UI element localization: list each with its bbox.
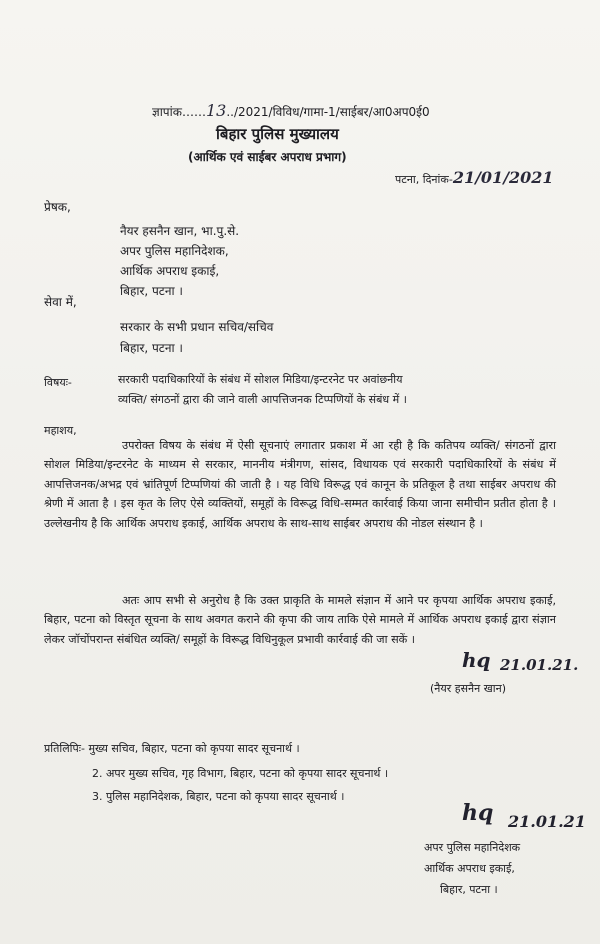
- sender-label: प्रेषक,: [44, 200, 71, 214]
- body-paragraph-2: [44, 591, 556, 649]
- ref-dots: ……: [181, 105, 206, 119]
- office-name: बिहार पुलिस मुख्यालय: [216, 125, 339, 143]
- sender-line-3: आर्थिक अपराध इकाई,: [120, 264, 220, 278]
- copy-item-3: 3. पुलिस महानिदेशक, बिहार, पटना को कृपया सादर सूचनार्थ ।: [92, 790, 345, 803]
- sender-line-2: अपर पुलिस महानिदेशक,: [120, 244, 229, 258]
- signature-2-date: 21.01.21: [508, 812, 586, 831]
- ref-suffix: ../2021/विविध/गामा-1/साईबर/आ0अप0ई0: [226, 105, 430, 119]
- ref-number-handwritten: 13: [205, 101, 227, 120]
- signatory-name: (नैयर हसनैन खान): [430, 682, 506, 695]
- body-paragraph-1-text: उपरोक्त विषय के संबंध में ऐसी सूचनाएं लगातार प्रकाश में आ रही है कि कतिपय व्यक्ति/ संगठनों द्वारा सोशल मिडिया/इन्टरनेट के माध्यम से सरकार, माननीय मंत्रीगण, सांसद, विधायक एवं सरकारी पदाधिकारियों के संबंध में आपत्तिजनक/अभद्र एवं भ्रांतिपूर्ण टिप्पणियां की जाती है । यह विधि विरूद्ध एवं कानून के प्रतिकूल है तथा साईबर अपराध की श्रेणी में आता है । इस कृत के लिए ऐसे व्यक्तियों, समूहों के विरूद्ध विधि-सम्मत कार्रवाई किया जाना समीचीन प्रतीत होता है । उल्लेखनीय है कि आर्थिक अपराध इकाई, आर्थिक अपराध के साथ-साथ साईबर अपराध की नोडल संस्थान है ।: [44, 439, 556, 530]
- copy-label: प्रतिलिपिः-: [44, 742, 85, 755]
- recipient-line-1: सरकार के सभी प्रधान सचिव/सचिव: [120, 320, 274, 334]
- signatory-2-line-3: बिहार, पटना ।: [440, 883, 498, 896]
- reference-number: [152, 101, 430, 120]
- copy-item-1: [44, 741, 300, 756]
- sender-line-4: बिहार, पटना ।: [120, 284, 183, 298]
- signatory-2-line-1: अपर पुलिस महानिदेशक: [424, 841, 521, 854]
- copy-item-1-text: मुख्य सचिव, बिहार, पटना को कृपया सादर सूचनार्थ ।: [88, 742, 300, 755]
- subject-line-2: व्यक्ति/ संगठनों द्वारा की जाने वाली आपत्तिजनक टिप्पणियों के संबंध में ।: [118, 393, 407, 406]
- salutation: महाशय,: [44, 424, 77, 437]
- place-date-label: पटना, दिनांक-: [395, 173, 453, 186]
- signature-1-date: 21.01.21.: [500, 656, 579, 674]
- signature-1-initials: hq: [462, 648, 491, 672]
- office-unit: (आर्थिक एवं साईबर अपराध प्रभाग): [188, 150, 347, 164]
- recipient-line-2: बिहार, पटना ।: [120, 341, 183, 355]
- date-handwritten: 21/01/2021: [452, 168, 554, 187]
- copy-item-2: 2. अपर मुख्य सचिव, गृह विभाग, बिहार, पटना को कृपया सादर सूचनार्थ ।: [92, 767, 389, 780]
- body-paragraph-1: [44, 436, 556, 533]
- ref-prefix: ज्ञापांक: [152, 105, 182, 119]
- signature-2-initials: hq: [462, 800, 494, 826]
- sender-line-1: नैयर हसनैन खान, भा.पु.से.: [120, 224, 240, 238]
- signatory-2-line-2: आर्थिक अपराध इकाई,: [424, 862, 515, 875]
- body-paragraph-2-text: अतः आप सभी से अनुरोध है कि उक्त प्राकृति के मामले संज्ञान में आने पर कृपया आर्थिक अपराध इकाई, बिहार, पटना को विस्तृत सूचना के साथ अवगत कराने की कृपा की जाय ताकि ऐसे मामले में आर्थिक अपराध इकाई द्वारा संज्ञान लेकर जॉचोंपरान्त संबंधित व्यक्ति/ समूहों के विरूद्ध विधिनुकूल प्रभावी कार्रवाई की जा सकें ।: [44, 594, 556, 646]
- recipient-label: सेवा में,: [44, 295, 77, 309]
- subject-line-1: सरकारी पदाधिकारियों के संबंध में सोशल मिडिया/इन्टरनेट पर अवांछनीय: [118, 373, 403, 386]
- place-date: [395, 168, 554, 187]
- subject-label: विषयः-: [44, 376, 72, 389]
